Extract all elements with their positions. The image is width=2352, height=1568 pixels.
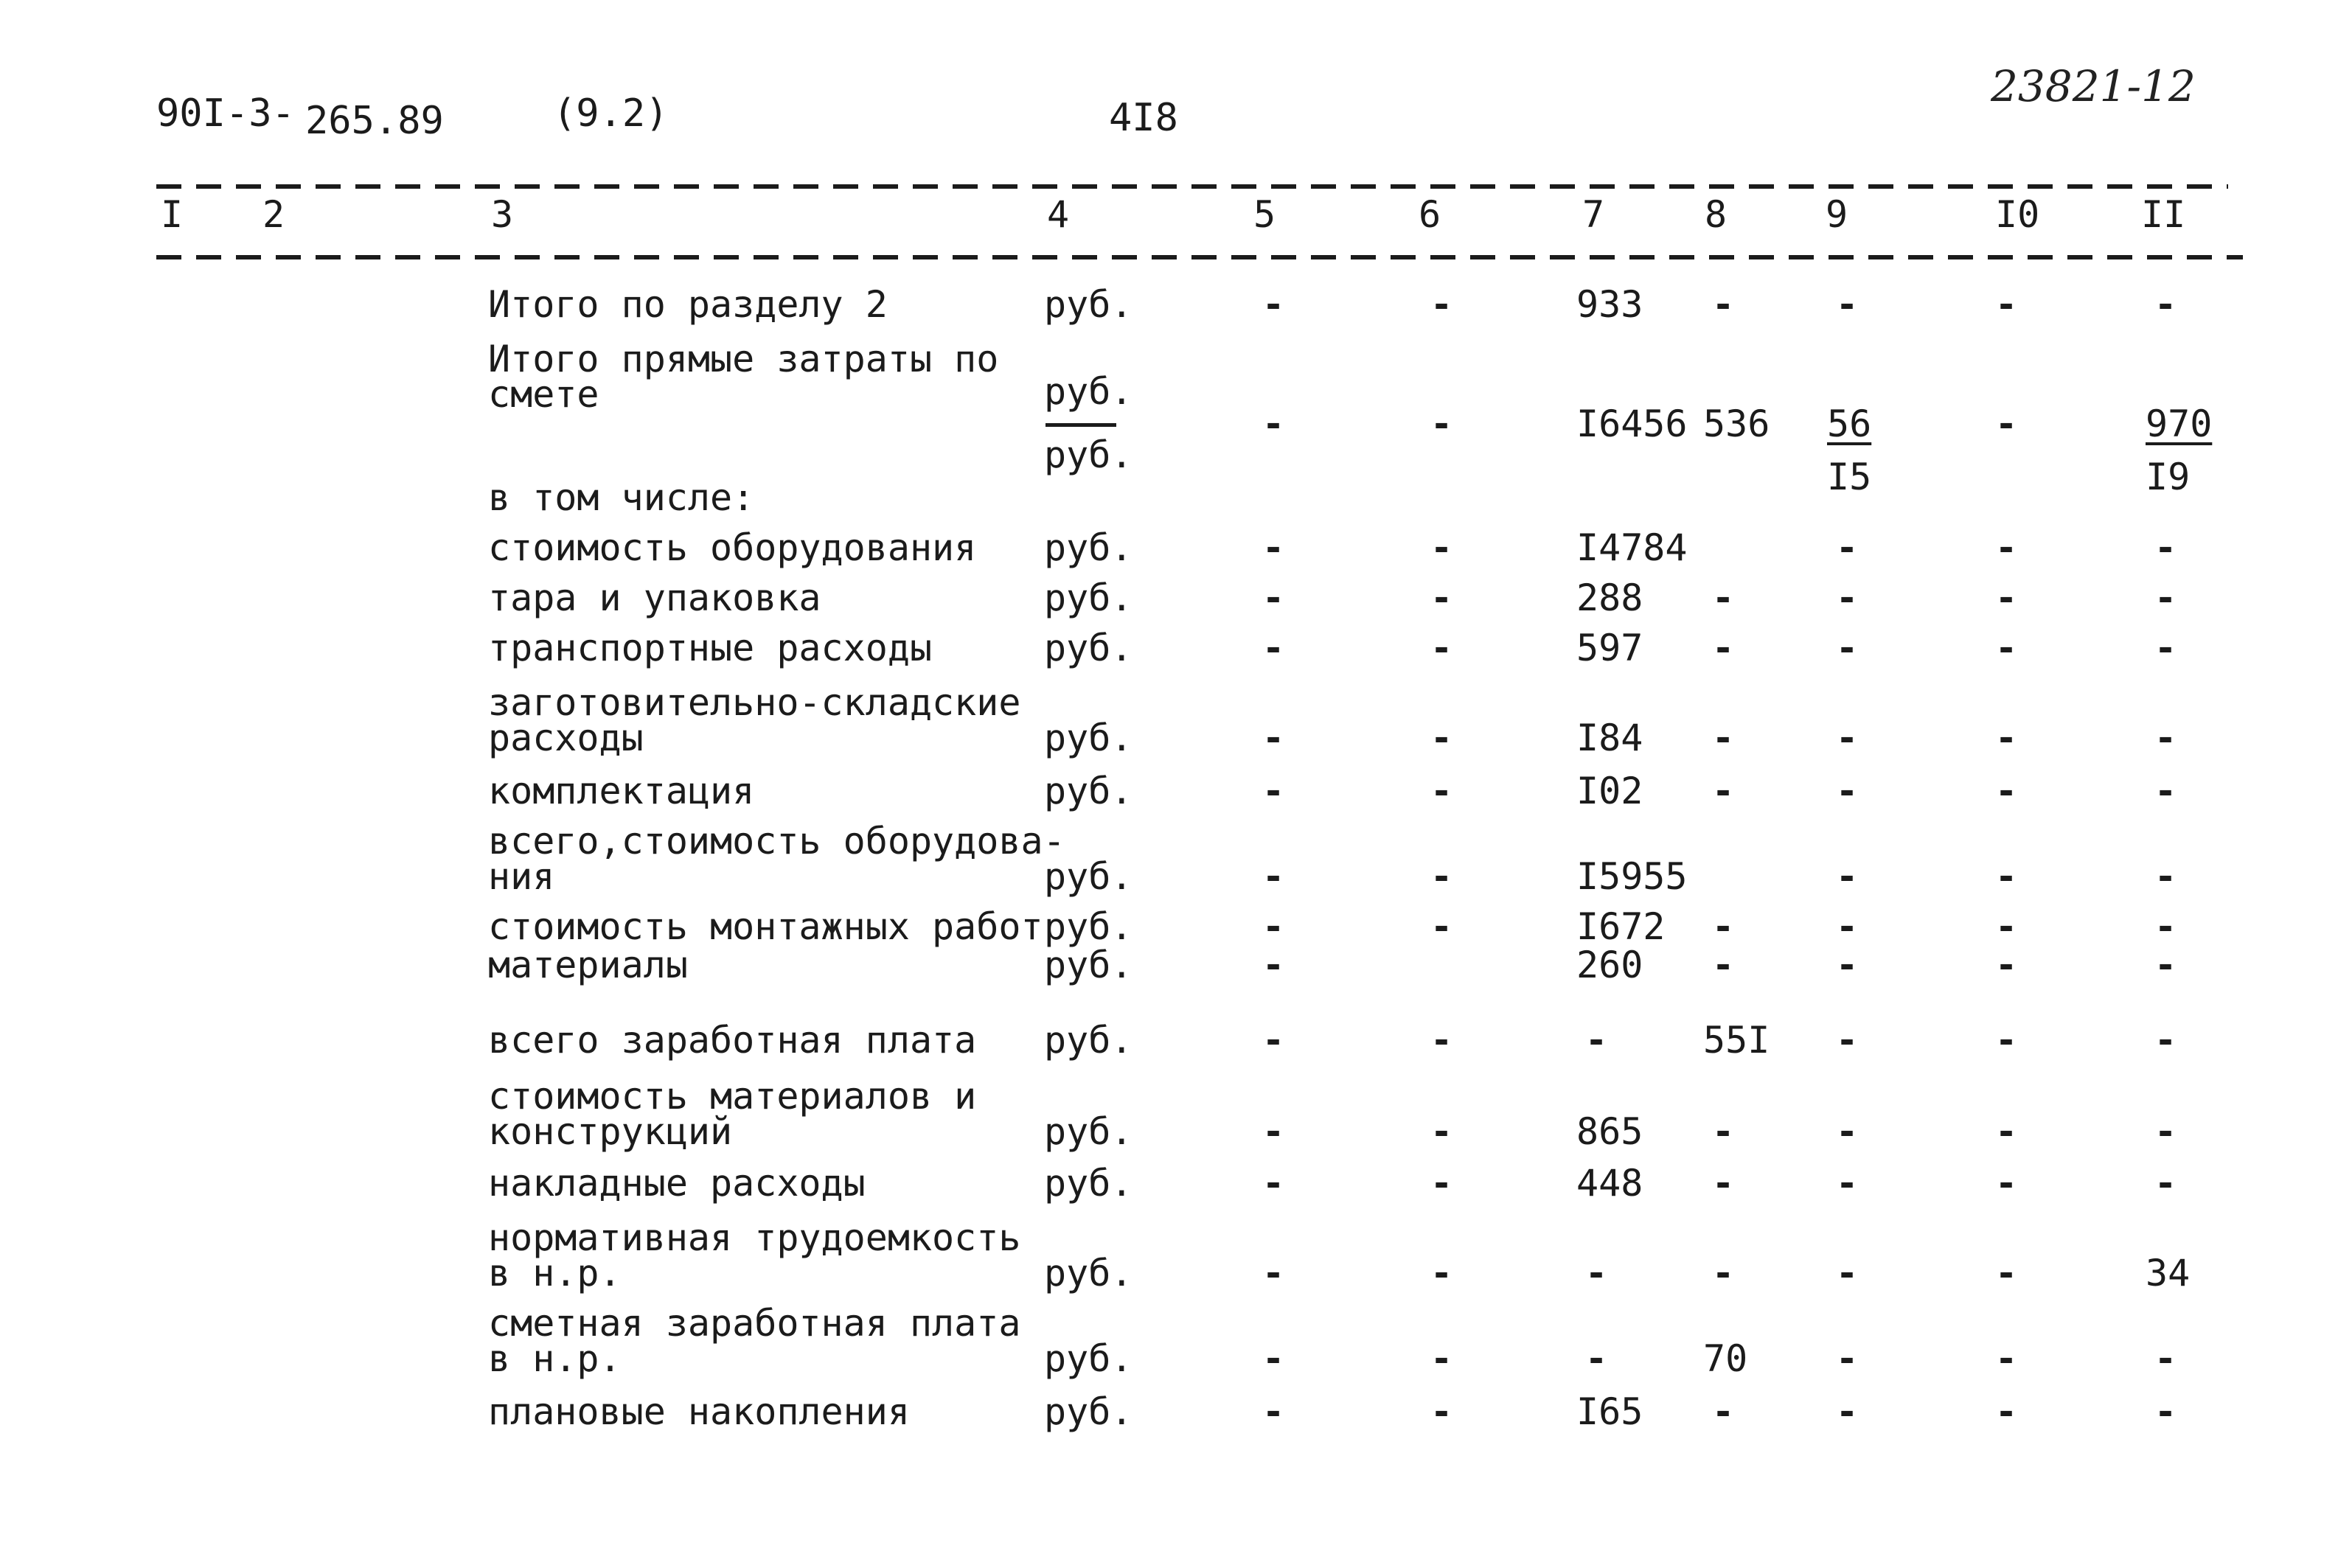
row-5-name-line-1: тара и упаковка bbox=[488, 576, 821, 619]
row-15-unit: руб. bbox=[1044, 1252, 1133, 1295]
row-15-name-line-1: нормативная трудоемкость bbox=[488, 1216, 1021, 1259]
row-4-col-10: - bbox=[1995, 526, 2018, 569]
row-2-unit-bottom: руб. bbox=[1044, 433, 1133, 476]
row-1-col-5: - bbox=[1262, 283, 1285, 326]
row-14-col-11: - bbox=[2154, 1162, 2177, 1205]
row-1-col-7: 933 bbox=[1576, 283, 1643, 326]
row-12-col-6: - bbox=[1430, 1019, 1453, 1062]
row-4-col-5: - bbox=[1262, 526, 1285, 569]
row-1-col-11: - bbox=[2154, 283, 2177, 326]
row-14-col-6: - bbox=[1430, 1162, 1453, 1205]
row-8-col-7: I02 bbox=[1576, 770, 1643, 812]
row-7-name-line-2: расходы bbox=[488, 717, 644, 759]
row-11-col-5: - bbox=[1262, 944, 1285, 986]
column-number-8: 8 bbox=[1705, 193, 1728, 236]
row-10-col-10: - bbox=[1995, 905, 2018, 948]
column-number-3: 3 bbox=[491, 193, 514, 236]
row-16-col-7: - bbox=[1585, 1337, 1608, 1380]
row-17-col-11: - bbox=[2154, 1390, 2177, 1433]
row-12-col-8: 55I bbox=[1703, 1019, 1770, 1062]
row-8-col-11: - bbox=[2154, 770, 2177, 812]
row-13-unit: руб. bbox=[1044, 1110, 1133, 1153]
row-4-name-line-1: стоимость оборудования bbox=[488, 526, 977, 569]
row-5-unit: руб. bbox=[1044, 576, 1133, 619]
row-7-name-line-1: заготовительно-складские bbox=[488, 681, 1021, 724]
row-9-col-11: - bbox=[2154, 855, 2177, 898]
row-2-name-line-1: Итого прямые затраты по bbox=[488, 338, 999, 380]
row-7-unit: руб. bbox=[1044, 717, 1133, 759]
row-6-col-7: 597 bbox=[1576, 627, 1643, 669]
row-6-unit: руб. bbox=[1044, 627, 1133, 669]
row-14-col-10: - bbox=[1995, 1162, 2018, 1205]
row-8-col-6: - bbox=[1430, 770, 1453, 812]
column-number-9: 9 bbox=[1826, 193, 1848, 236]
row-12-unit: руб. bbox=[1044, 1019, 1133, 1062]
row-1-col-6: - bbox=[1430, 283, 1453, 326]
row-15-name-line-2: в н.р. bbox=[488, 1252, 622, 1295]
row-6-col-11: - bbox=[2154, 627, 2177, 669]
row-11-unit: руб. bbox=[1044, 944, 1133, 986]
row-11-col-9: - bbox=[1836, 944, 1859, 986]
row-13-col-8: - bbox=[1712, 1110, 1735, 1153]
row-4-col-6: - bbox=[1430, 526, 1453, 569]
row-15-col-10: - bbox=[1995, 1252, 2018, 1295]
row-4-unit: руб. bbox=[1044, 526, 1133, 569]
row-14-unit: руб. bbox=[1044, 1162, 1133, 1205]
row-11-name-line-1: материалы bbox=[488, 944, 688, 986]
row-8-col-10: - bbox=[1995, 770, 2018, 812]
row-16-col-6: - bbox=[1430, 1337, 1453, 1380]
row-9-name-line-1: всего,стоимость оборудова- bbox=[488, 820, 1065, 863]
header-bottom-rule bbox=[156, 255, 2243, 259]
row-6-name-line-1: транспортные расходы bbox=[488, 627, 933, 669]
row-15-col-9: - bbox=[1836, 1252, 1859, 1295]
row-5-col-10: - bbox=[1995, 576, 2018, 619]
row-8-unit: руб. bbox=[1044, 770, 1133, 812]
row-17-col-7: I65 bbox=[1576, 1390, 1643, 1433]
row-10-col-6: - bbox=[1430, 905, 1453, 948]
section-number: (9.2) bbox=[553, 91, 669, 136]
row-1-col-9: - bbox=[1836, 283, 1859, 326]
row-2-col-8: 536 bbox=[1703, 403, 1770, 445]
row-9-unit: руб. bbox=[1044, 855, 1133, 898]
column-number-2: 2 bbox=[262, 193, 285, 236]
row-6-col-9: - bbox=[1836, 627, 1859, 669]
row-10-col-8: - bbox=[1712, 905, 1735, 948]
row-11-col-7: 260 bbox=[1576, 944, 1643, 986]
row-7-col-8: - bbox=[1712, 717, 1735, 759]
row-5-col-6: - bbox=[1430, 576, 1453, 619]
row-10-name-line-1: стоимость монтажных работ bbox=[488, 905, 1043, 948]
row-6-col-6: - bbox=[1430, 627, 1453, 669]
row-14-col-5: - bbox=[1262, 1162, 1285, 1205]
row-15-col-5: - bbox=[1262, 1252, 1285, 1295]
row-12-name-line-1: всего заработная плата bbox=[488, 1019, 977, 1062]
row-17-col-10: - bbox=[1995, 1390, 2018, 1433]
row-9-col-9: - bbox=[1836, 855, 1859, 898]
row-16-col-5: - bbox=[1262, 1337, 1285, 1380]
row-16-unit: руб. bbox=[1044, 1337, 1133, 1380]
row-1-col-10: - bbox=[1995, 283, 2018, 326]
row-17-col-5: - bbox=[1262, 1390, 1285, 1433]
row-17-col-9: - bbox=[1836, 1390, 1859, 1433]
column-number-4: 4 bbox=[1047, 193, 1070, 236]
row-3-name-line-1: в том числе: bbox=[488, 476, 755, 519]
column-number-7: 7 bbox=[1582, 193, 1605, 236]
row-16-col-9: - bbox=[1836, 1337, 1859, 1380]
row-7-col-5: - bbox=[1262, 717, 1285, 759]
row-10-col-5: - bbox=[1262, 905, 1285, 948]
row-2-name-line-2: смете bbox=[488, 373, 599, 416]
row-16-col-10: - bbox=[1995, 1337, 2018, 1380]
document-code-prefix: 90I-3- bbox=[156, 91, 295, 136]
row-15-col-6: - bbox=[1430, 1252, 1453, 1295]
row-11-col-10: - bbox=[1995, 944, 2018, 986]
row-13-name-line-2: конструкций bbox=[488, 1110, 733, 1153]
row-16-col-8: 70 bbox=[1703, 1337, 1748, 1380]
row-2-col-5: - bbox=[1262, 403, 1285, 445]
column-number-10: I0 bbox=[1995, 193, 2040, 236]
row-2-col-9-bottom: I5 bbox=[1827, 456, 1872, 498]
row-15-col-11: 34 bbox=[2146, 1252, 2191, 1295]
row-4-col-11: - bbox=[2154, 526, 2177, 569]
row-9-name-line-2: ния bbox=[488, 855, 555, 898]
row-1-col-8: - bbox=[1712, 283, 1735, 326]
column-number-5: 5 bbox=[1253, 193, 1276, 236]
row-8-col-9: - bbox=[1836, 770, 1859, 812]
row-12-col-9: - bbox=[1836, 1019, 1859, 1062]
row-9-col-10: - bbox=[1995, 855, 2018, 898]
row-14-name-line-1: накладные расходы bbox=[488, 1162, 866, 1205]
row-12-col-11: - bbox=[2154, 1019, 2177, 1062]
row-2-col-7: I6456 bbox=[1576, 403, 1688, 445]
row-2-col-11-top: 970 bbox=[2146, 403, 2213, 445]
row-5-col-9: - bbox=[1836, 576, 1859, 619]
row-13-col-5: - bbox=[1262, 1110, 1285, 1153]
row-7-col-6: - bbox=[1430, 717, 1453, 759]
row-16-name-line-1: сметная заработная плата bbox=[488, 1302, 1021, 1345]
row-8-col-8: - bbox=[1712, 770, 1735, 812]
column-number-11: II bbox=[2141, 193, 2186, 236]
row-14-col-7: 448 bbox=[1576, 1162, 1643, 1205]
handwritten-sheet-number: 23821-12 bbox=[1991, 61, 2196, 111]
row-14-col-8: - bbox=[1712, 1162, 1735, 1205]
row-7-col-11: - bbox=[2154, 717, 2177, 759]
row-10-col-7: I672 bbox=[1576, 905, 1666, 948]
row-14-col-9: - bbox=[1836, 1162, 1859, 1205]
row-1-name-line-1: Итого по разделу 2 bbox=[488, 283, 888, 326]
row-10-unit: руб. bbox=[1044, 905, 1133, 948]
row-7-col-9: - bbox=[1836, 717, 1859, 759]
row-10-col-9: - bbox=[1836, 905, 1859, 948]
document-code-suffix: 265.89 bbox=[305, 99, 444, 143]
row-6-col-5: - bbox=[1262, 627, 1285, 669]
row-9-col-7: I5955 bbox=[1576, 855, 1688, 898]
column-number-1: I bbox=[161, 193, 184, 236]
row-4-col-9: - bbox=[1836, 526, 1859, 569]
row-6-col-8: - bbox=[1712, 627, 1735, 669]
row-1-unit: руб. bbox=[1044, 283, 1133, 326]
row-16-col-11: - bbox=[2154, 1337, 2177, 1380]
row-12-col-5: - bbox=[1262, 1019, 1285, 1062]
row-7-col-10: - bbox=[1995, 717, 2018, 759]
row-13-col-6: - bbox=[1430, 1110, 1453, 1153]
row-12-col-10: - bbox=[1995, 1019, 2018, 1062]
row-5-col-7: 288 bbox=[1576, 576, 1643, 619]
row-2-col-9-top: 56 bbox=[1827, 403, 1872, 445]
row-8-col-5: - bbox=[1262, 770, 1285, 812]
unit-fraction-bar bbox=[1045, 423, 1116, 427]
row-11-col-8: - bbox=[1712, 944, 1735, 986]
row-10-col-11: - bbox=[2154, 905, 2177, 948]
page-number: 4I8 bbox=[1109, 96, 1178, 140]
row-17-unit: руб. bbox=[1044, 1390, 1133, 1433]
row-9-col-6: - bbox=[1430, 855, 1453, 898]
row-15-col-8: - bbox=[1712, 1252, 1735, 1295]
row-13-col-10: - bbox=[1995, 1110, 2018, 1153]
header-top-rule bbox=[156, 184, 2228, 189]
row-5-col-5: - bbox=[1262, 576, 1285, 619]
row-2-unit-top: руб. bbox=[1044, 370, 1133, 413]
row-17-col-8: - bbox=[1712, 1390, 1735, 1433]
row-5-col-11: - bbox=[2154, 576, 2177, 619]
row-9-col-5: - bbox=[1262, 855, 1285, 898]
row-11-col-11: - bbox=[2154, 944, 2177, 986]
row-16-name-line-2: в н.р. bbox=[488, 1337, 622, 1380]
row-7-col-7: I84 bbox=[1576, 717, 1643, 759]
row-12-col-7: - bbox=[1585, 1019, 1608, 1062]
row-8-name-line-1: комплектация bbox=[488, 770, 755, 812]
column-number-6: 6 bbox=[1419, 193, 1441, 236]
row-4-col-7: I4784 bbox=[1576, 526, 1688, 569]
row-17-name-line-1: плановые накопления bbox=[488, 1390, 910, 1433]
row-17-col-6: - bbox=[1430, 1390, 1453, 1433]
row-5-col-8: - bbox=[1712, 576, 1735, 619]
row-13-col-7: 865 bbox=[1576, 1110, 1643, 1153]
row-13-name-line-1: стоимость материалов и bbox=[488, 1075, 977, 1118]
row-13-col-9: - bbox=[1836, 1110, 1859, 1153]
row-2-col-6: - bbox=[1430, 403, 1453, 445]
row-6-col-10: - bbox=[1995, 627, 2018, 669]
row-13-col-11: - bbox=[2154, 1110, 2177, 1153]
row-15-col-7: - bbox=[1585, 1252, 1608, 1295]
row-2-col-10: - bbox=[1995, 403, 2018, 445]
row-2-col-11-bottom: I9 bbox=[2146, 456, 2191, 498]
